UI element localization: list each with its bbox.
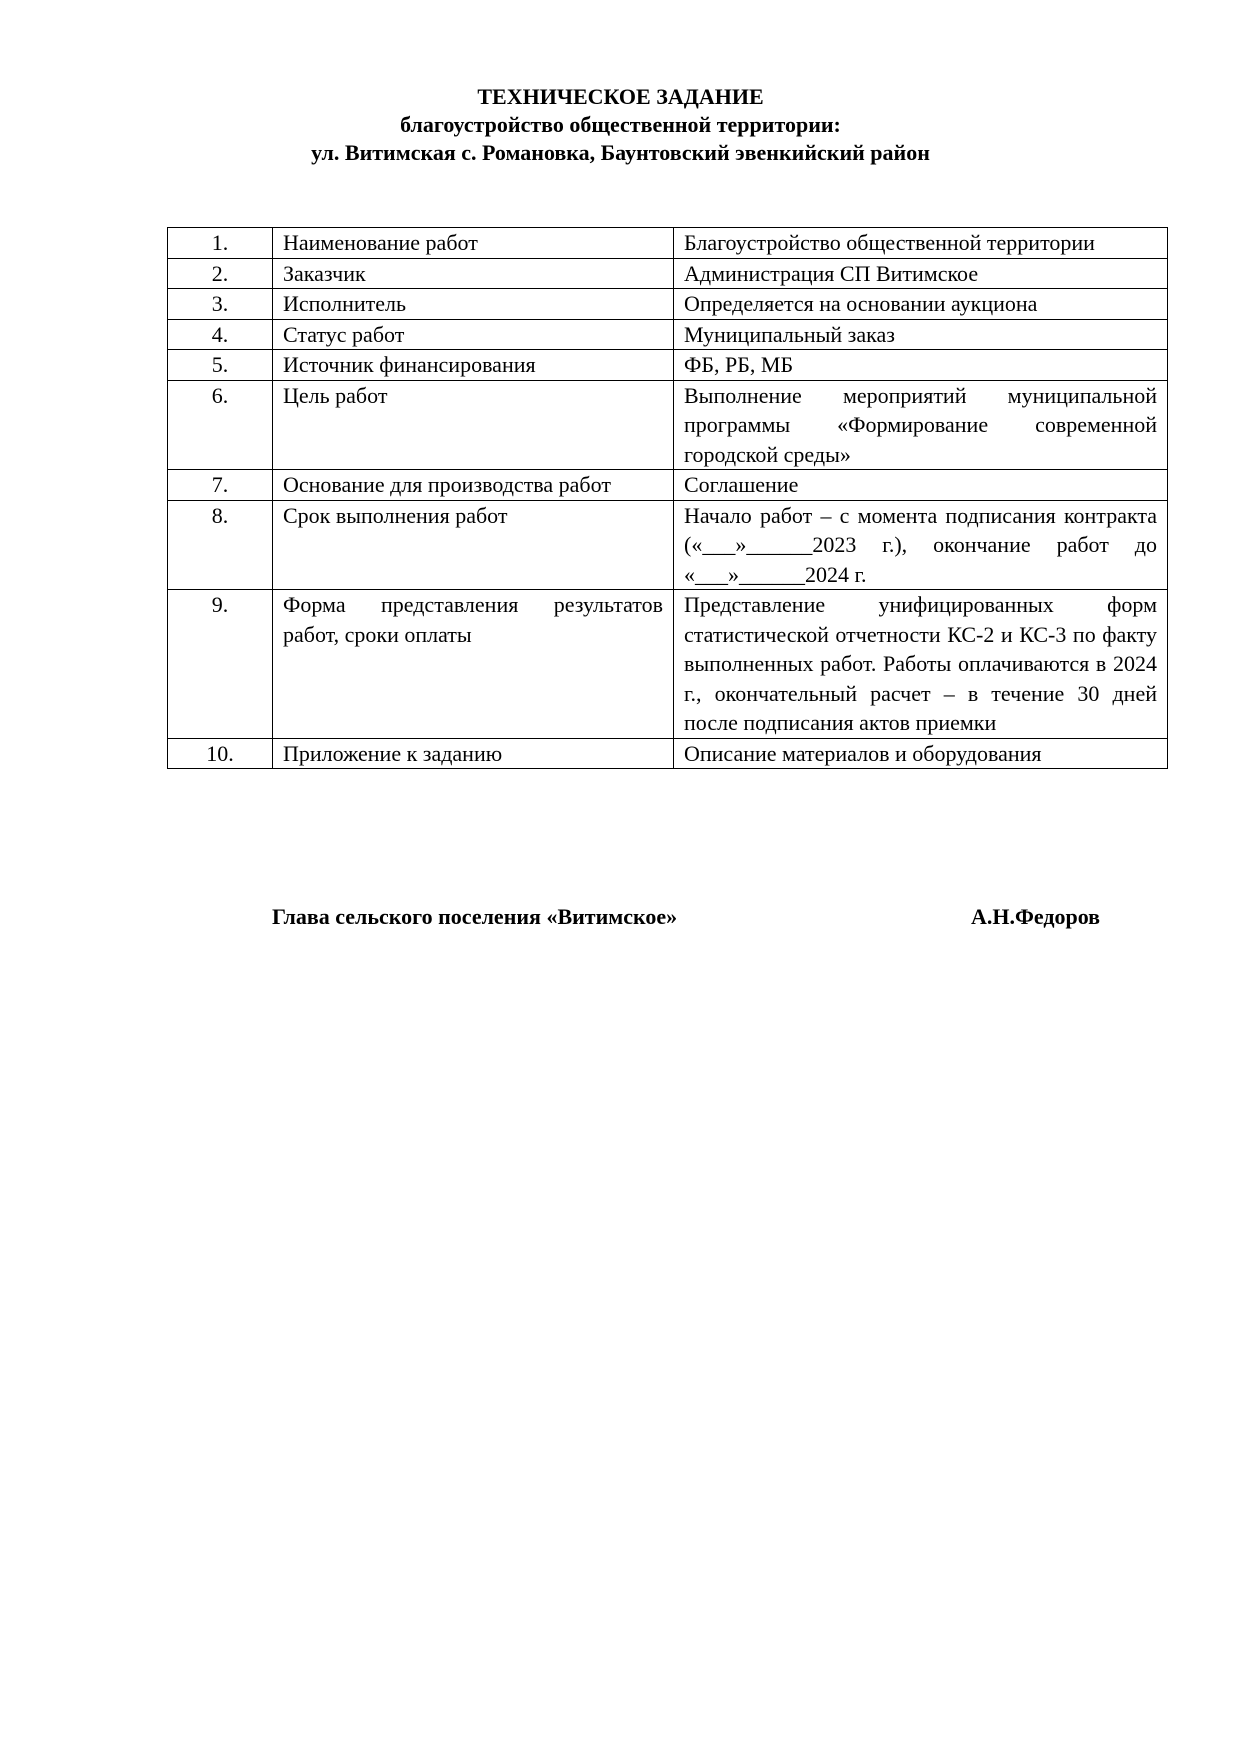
row-number: 4. [168,319,273,350]
row-number: 5. [168,350,273,381]
row-number: 6. [168,380,273,470]
document-subtitle: благоустройство общественной территории: [400,112,841,137]
row-value: Представление унифицированных форм статистической отчетности КС-2 и КС-3 по факту выполненных работ. Работы оплачиваются в 2024 г., окончательный расчет – в течение 30 дней после подписания актов приемки [674,590,1168,739]
row-number: 10. [168,738,273,769]
row-number: 8. [168,500,273,590]
row-value: Муниципальный заказ [674,319,1168,350]
table-row [168,590,1168,739]
row-name: Цель работ [273,380,674,470]
row-name: Статус работ [273,319,674,350]
row-number: 2. [168,258,273,289]
row-name: Основание для производства работ [273,470,674,501]
row-value: Начало работ – с момента подписания контракта («___»______2023 г.), окончание работ до «___»______2024 г. [674,500,1168,590]
row-value: Описание материалов и оборудования [674,738,1168,769]
row-value: ФБ, РБ, МБ [674,350,1168,381]
table-row [168,380,1168,470]
table-row [168,470,1168,501]
row-value: Выполнение мероприятий муниципальной программы «Формирование современной городской среды» [674,380,1168,470]
document-title: ТЕХНИЧЕСКОЕ ЗАДАНИЕ [477,84,764,109]
row-value: Соглашение [674,470,1168,501]
document-header [0,83,1241,167]
row-value: Благоустройство общественной территории [674,228,1168,259]
row-number: 9. [168,590,273,739]
row-name: Форма представления результатов работ, сроки оплаты [273,590,674,739]
table-row [168,500,1168,590]
table-row [168,319,1168,350]
row-name: Исполнитель [273,289,674,320]
row-name: Источник финансирования [273,350,674,381]
row-name: Приложение к заданию [273,738,674,769]
row-name: Наименование работ [273,228,674,259]
row-value: Определяется на основании аукциона [674,289,1168,320]
table-row [168,258,1168,289]
row-name: Срок выполнения работ [273,500,674,590]
table-row [168,738,1168,769]
row-number: 3. [168,289,273,320]
row-value: Администрация СП Витимское [674,258,1168,289]
row-number: 7. [168,470,273,501]
table-row [168,228,1168,259]
table-row [168,289,1168,320]
row-number: 1. [168,228,273,259]
row-name: Заказчик [273,258,674,289]
signature-position: Глава сельского поселения «Витимское» [272,904,678,929]
table-row [168,350,1168,381]
specification-table [167,227,1168,769]
signature-name: А.Н.Федоров [971,904,1101,929]
document-location: ул. Витимская с. Романовка, Баунтовский эвенкийский район [311,140,930,165]
